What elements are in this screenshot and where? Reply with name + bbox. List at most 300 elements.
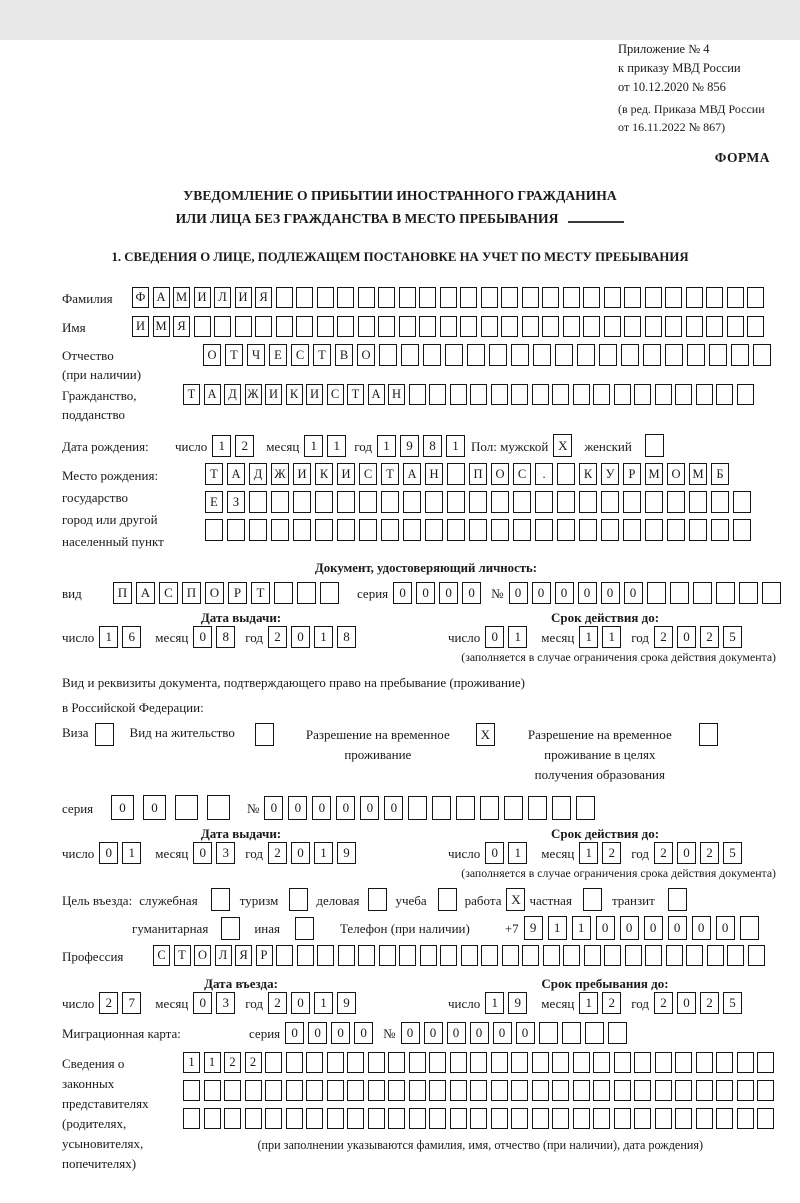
char-cell[interactable] (207, 795, 230, 820)
char-cell[interactable]: Р (623, 463, 641, 485)
char-cell[interactable] (696, 1080, 713, 1101)
char-cell[interactable] (447, 519, 465, 541)
char-cell[interactable] (532, 1052, 549, 1073)
char-cell[interactable] (593, 1108, 610, 1129)
char-cell[interactable] (634, 384, 651, 405)
char-cell[interactable]: 0 (677, 992, 696, 1014)
char-cell[interactable]: Л (215, 945, 232, 966)
char-cell[interactable] (675, 1052, 692, 1073)
char-cell[interactable] (460, 316, 477, 337)
char-cell[interactable] (614, 1108, 631, 1129)
char-cell[interactable] (643, 344, 661, 366)
char-cell[interactable] (317, 287, 334, 308)
char-cell[interactable] (194, 316, 211, 337)
char-cell[interactable]: 1 (579, 842, 598, 864)
char-cell[interactable] (593, 384, 610, 405)
char-cell[interactable]: 1 (204, 1052, 221, 1073)
char-cell[interactable]: 0 (555, 582, 574, 604)
char-cell[interactable] (274, 582, 293, 604)
char-cell[interactable] (450, 1080, 467, 1101)
char-cell[interactable] (727, 287, 744, 308)
char-cell[interactable] (706, 287, 723, 308)
char-cell[interactable] (542, 316, 559, 337)
char-cell[interactable] (665, 316, 682, 337)
char-cell[interactable]: П (182, 582, 201, 604)
char-cell[interactable] (403, 491, 421, 513)
char-cell[interactable]: Б (711, 463, 729, 485)
char-cell[interactable] (399, 316, 416, 337)
char-cell[interactable]: 1 (572, 916, 591, 940)
char-cell[interactable]: 1 (446, 435, 465, 457)
char-cell[interactable]: 0 (516, 1022, 535, 1044)
char-cell[interactable]: 0 (692, 916, 711, 940)
char-cell[interactable] (359, 519, 377, 541)
char-cell[interactable] (753, 344, 771, 366)
char-cell[interactable] (593, 1052, 610, 1073)
char-cell[interactable] (297, 582, 316, 604)
char-cell[interactable]: Я (255, 287, 272, 308)
char-cell[interactable] (655, 1108, 672, 1129)
char-cell[interactable] (425, 491, 443, 513)
char-cell[interactable] (557, 491, 575, 513)
char-cell[interactable] (368, 1080, 385, 1101)
char-cell[interactable]: Т (347, 384, 364, 405)
char-cell[interactable]: А (368, 384, 385, 405)
char-cell[interactable] (655, 384, 672, 405)
char-cell[interactable] (645, 491, 663, 513)
char-cell[interactable] (470, 1052, 487, 1073)
char-cell[interactable]: Е (205, 491, 223, 513)
char-cell[interactable] (573, 384, 590, 405)
char-cell[interactable]: 0 (677, 626, 696, 648)
char-cell[interactable] (399, 287, 416, 308)
char-cell[interactable] (399, 945, 416, 966)
char-cell[interactable] (388, 1080, 405, 1101)
char-cell[interactable] (227, 519, 245, 541)
char-cell[interactable] (614, 1052, 631, 1073)
char-cell[interactable]: 2 (700, 992, 719, 1014)
char-cell[interactable] (601, 491, 619, 513)
char-cell[interactable]: 1 (548, 916, 567, 940)
char-cell[interactable] (359, 491, 377, 513)
char-cell[interactable] (481, 945, 498, 966)
char-cell[interactable]: 2 (245, 1052, 262, 1073)
char-cell[interactable] (368, 1108, 385, 1129)
char-cell[interactable] (296, 316, 313, 337)
char-cell[interactable] (409, 1052, 426, 1073)
char-cell[interactable]: 2 (268, 992, 287, 1014)
char-cell[interactable] (480, 796, 499, 820)
char-cell[interactable] (716, 1108, 733, 1129)
char-cell[interactable]: У (601, 463, 619, 485)
char-cell[interactable]: С (159, 582, 178, 604)
char-cell[interactable] (667, 519, 685, 541)
char-cell[interactable]: 3 (216, 842, 235, 864)
char-cell[interactable]: 0 (644, 916, 663, 940)
char-cell[interactable]: О (194, 945, 211, 966)
char-cell[interactable] (470, 1080, 487, 1101)
char-cell[interactable] (737, 1080, 754, 1101)
char-cell[interactable] (327, 1080, 344, 1101)
char-cell[interactable] (429, 1052, 446, 1073)
char-cell[interactable] (601, 519, 619, 541)
char-cell[interactable] (276, 945, 293, 966)
char-cell[interactable]: 1 (212, 435, 231, 457)
char-cell[interactable]: П (113, 582, 132, 604)
char-cell[interactable] (450, 1108, 467, 1129)
char-cell[interactable] (623, 491, 641, 513)
char-cell[interactable]: 0 (485, 626, 504, 648)
char-cell[interactable] (511, 1108, 528, 1129)
char-cell[interactable] (689, 519, 707, 541)
char-cell[interactable]: 7 (122, 992, 141, 1014)
char-cell[interactable] (716, 1052, 733, 1073)
char-cell[interactable] (623, 519, 641, 541)
char-cell[interactable] (727, 316, 744, 337)
char-cell[interactable] (293, 491, 311, 513)
char-cell[interactable]: 2 (700, 626, 719, 648)
char-cell[interactable] (456, 796, 475, 820)
char-cell[interactable] (665, 287, 682, 308)
char-cell[interactable] (347, 1080, 364, 1101)
char-cell[interactable] (379, 945, 396, 966)
char-cell[interactable]: М (153, 316, 170, 337)
char-cell[interactable]: 1 (508, 842, 527, 864)
char-cell[interactable]: 0 (624, 582, 643, 604)
char-cell[interactable] (747, 316, 764, 337)
char-cell[interactable]: И (337, 463, 355, 485)
char-cell[interactable]: 2 (224, 1052, 241, 1073)
char-cell[interactable] (327, 1052, 344, 1073)
char-cell[interactable] (381, 519, 399, 541)
char-cell[interactable] (408, 796, 427, 820)
char-cell[interactable]: Т (174, 945, 191, 966)
char-cell[interactable]: К (286, 384, 303, 405)
char-cell[interactable] (579, 491, 597, 513)
char-cell[interactable] (584, 945, 601, 966)
purpose-work-checkbox[interactable]: X (506, 888, 525, 911)
char-cell[interactable] (378, 316, 395, 337)
char-cell[interactable] (378, 287, 395, 308)
char-cell[interactable]: В (335, 344, 353, 366)
char-cell[interactable] (297, 945, 314, 966)
char-cell[interactable] (522, 287, 539, 308)
char-cell[interactable] (731, 344, 749, 366)
char-cell[interactable]: 0 (668, 916, 687, 940)
char-cell[interactable] (739, 582, 758, 604)
char-cell[interactable]: И (306, 384, 323, 405)
char-cell[interactable] (429, 384, 446, 405)
char-cell[interactable]: 0 (716, 916, 735, 940)
char-cell[interactable]: О (491, 463, 509, 485)
char-cell[interactable] (748, 945, 765, 966)
char-cell[interactable]: 9 (508, 992, 527, 1014)
char-cell[interactable] (583, 316, 600, 337)
char-cell[interactable]: Е (269, 344, 287, 366)
char-cell[interactable]: 8 (337, 626, 356, 648)
char-cell[interactable] (645, 945, 662, 966)
char-cell[interactable] (286, 1052, 303, 1073)
char-cell[interactable] (552, 796, 571, 820)
char-cell[interactable] (204, 1108, 221, 1129)
purpose-humanitarian-checkbox[interactable] (221, 917, 240, 940)
char-cell[interactable]: Н (425, 463, 443, 485)
char-cell[interactable] (403, 519, 421, 541)
char-cell[interactable]: И (293, 463, 311, 485)
char-cell[interactable]: 0 (401, 1022, 420, 1044)
char-cell[interactable] (401, 344, 419, 366)
char-cell[interactable]: П (469, 463, 487, 485)
char-cell[interactable]: 2 (654, 992, 673, 1014)
char-cell[interactable]: 1 (304, 435, 323, 457)
char-cell[interactable]: И (265, 384, 282, 405)
char-cell[interactable] (347, 1108, 364, 1129)
char-cell[interactable] (522, 316, 539, 337)
char-cell[interactable] (563, 316, 580, 337)
char-cell[interactable] (293, 519, 311, 541)
char-cell[interactable] (543, 945, 560, 966)
char-cell[interactable] (647, 582, 666, 604)
char-cell[interactable] (183, 1080, 200, 1101)
char-cell[interactable] (645, 287, 662, 308)
char-cell[interactable]: Р (256, 945, 273, 966)
char-cell[interactable] (388, 1108, 405, 1129)
char-cell[interactable] (711, 491, 729, 513)
char-cell[interactable]: 0 (291, 626, 310, 648)
char-cell[interactable] (481, 287, 498, 308)
char-cell[interactable] (419, 287, 436, 308)
char-cell[interactable] (511, 344, 529, 366)
char-cell[interactable] (757, 1052, 774, 1073)
char-cell[interactable]: . (535, 463, 553, 485)
char-cell[interactable]: Ж (271, 463, 289, 485)
char-cell[interactable]: 9 (524, 916, 543, 940)
char-cell[interactable] (224, 1108, 241, 1129)
char-cell[interactable] (689, 491, 707, 513)
char-cell[interactable]: А (227, 463, 245, 485)
char-cell[interactable] (757, 1080, 774, 1101)
char-cell[interactable] (276, 316, 293, 337)
char-cell[interactable] (655, 1080, 672, 1101)
char-cell[interactable] (716, 384, 733, 405)
char-cell[interactable]: 8 (216, 626, 235, 648)
char-cell[interactable]: 0 (264, 796, 283, 820)
char-cell[interactable]: 1 (314, 842, 333, 864)
char-cell[interactable] (675, 1108, 692, 1129)
char-cell[interactable] (696, 384, 713, 405)
char-cell[interactable] (358, 945, 375, 966)
char-cell[interactable]: 1 (508, 626, 527, 648)
char-cell[interactable] (249, 491, 267, 513)
char-cell[interactable] (645, 519, 663, 541)
temp-residence-education-checkbox[interactable] (699, 723, 718, 746)
char-cell[interactable] (460, 287, 477, 308)
purpose-study-checkbox[interactable] (438, 888, 457, 911)
char-cell[interactable] (306, 1108, 323, 1129)
char-cell[interactable]: 0 (288, 796, 307, 820)
char-cell[interactable] (337, 316, 354, 337)
char-cell[interactable]: 1 (314, 992, 333, 1014)
char-cell[interactable]: С (291, 344, 309, 366)
char-cell[interactable]: А (136, 582, 155, 604)
char-cell[interactable]: 1 (99, 626, 118, 648)
char-cell[interactable]: З (227, 491, 245, 513)
char-cell[interactable]: 0 (111, 795, 134, 820)
char-cell[interactable] (461, 945, 478, 966)
char-cell[interactable] (491, 1108, 508, 1129)
char-cell[interactable] (255, 316, 272, 337)
char-cell[interactable] (265, 1108, 282, 1129)
char-cell[interactable]: А (204, 384, 221, 405)
char-cell[interactable] (423, 344, 441, 366)
char-cell[interactable]: О (205, 582, 224, 604)
char-cell[interactable]: И (235, 287, 252, 308)
char-cell[interactable] (614, 384, 631, 405)
char-cell[interactable] (563, 287, 580, 308)
char-cell[interactable]: А (403, 463, 421, 485)
char-cell[interactable] (276, 287, 293, 308)
char-cell[interactable] (762, 582, 781, 604)
char-cell[interactable]: А (153, 287, 170, 308)
char-cell[interactable] (214, 316, 231, 337)
char-cell[interactable] (716, 1080, 733, 1101)
char-cell[interactable] (707, 945, 724, 966)
char-cell[interactable]: 0 (416, 582, 435, 604)
char-cell[interactable]: Н (388, 384, 405, 405)
char-cell[interactable]: 2 (268, 842, 287, 864)
char-cell[interactable] (614, 1080, 631, 1101)
char-cell[interactable]: О (357, 344, 375, 366)
char-cell[interactable]: 0 (99, 842, 118, 864)
char-cell[interactable] (481, 316, 498, 337)
char-cell[interactable]: Т (251, 582, 270, 604)
char-cell[interactable] (557, 519, 575, 541)
char-cell[interactable]: К (315, 463, 333, 485)
char-cell[interactable] (686, 316, 703, 337)
char-cell[interactable]: 0 (462, 582, 481, 604)
char-cell[interactable]: 0 (193, 992, 212, 1014)
char-cell[interactable] (501, 287, 518, 308)
char-cell[interactable] (432, 796, 451, 820)
char-cell[interactable] (583, 287, 600, 308)
char-cell[interactable] (634, 1052, 651, 1073)
char-cell[interactable] (511, 384, 528, 405)
char-cell[interactable] (535, 519, 553, 541)
char-cell[interactable] (733, 491, 751, 513)
char-cell[interactable] (409, 1108, 426, 1129)
char-cell[interactable] (379, 344, 397, 366)
char-cell[interactable] (604, 287, 621, 308)
char-cell[interactable]: 2 (99, 992, 118, 1014)
char-cell[interactable]: О (667, 463, 685, 485)
char-cell[interactable] (317, 316, 334, 337)
char-cell[interactable] (249, 519, 267, 541)
char-cell[interactable] (737, 1052, 754, 1073)
char-cell[interactable] (409, 384, 426, 405)
char-cell[interactable] (737, 384, 754, 405)
char-cell[interactable]: 0 (532, 582, 551, 604)
char-cell[interactable] (686, 287, 703, 308)
char-cell[interactable] (271, 491, 289, 513)
char-cell[interactable] (381, 491, 399, 513)
char-cell[interactable]: 0 (677, 842, 696, 864)
char-cell[interactable] (513, 491, 531, 513)
char-cell[interactable]: К (579, 463, 597, 485)
char-cell[interactable] (533, 344, 551, 366)
char-cell[interactable] (634, 1108, 651, 1129)
char-cell[interactable]: 2 (654, 842, 673, 864)
char-cell[interactable]: 1 (122, 842, 141, 864)
char-cell[interactable] (522, 945, 539, 966)
char-cell[interactable]: Д (224, 384, 241, 405)
char-cell[interactable] (338, 945, 355, 966)
char-cell[interactable] (265, 1080, 282, 1101)
char-cell[interactable] (315, 491, 333, 513)
char-cell[interactable] (337, 287, 354, 308)
char-cell[interactable]: Ч (247, 344, 265, 366)
char-cell[interactable] (579, 519, 597, 541)
char-cell[interactable] (645, 316, 662, 337)
char-cell[interactable] (539, 1022, 558, 1044)
char-cell[interactable] (634, 1080, 651, 1101)
char-cell[interactable]: Т (183, 384, 200, 405)
char-cell[interactable] (552, 384, 569, 405)
char-cell[interactable]: 1 (579, 626, 598, 648)
char-cell[interactable] (224, 1080, 241, 1101)
char-cell[interactable] (740, 916, 759, 940)
char-cell[interactable] (358, 287, 375, 308)
char-cell[interactable] (409, 1080, 426, 1101)
char-cell[interactable]: 2 (602, 842, 621, 864)
char-cell[interactable] (532, 384, 549, 405)
char-cell[interactable]: 0 (470, 1022, 489, 1044)
char-cell[interactable] (296, 287, 313, 308)
char-cell[interactable]: 1 (602, 626, 621, 648)
char-cell[interactable]: Л (214, 287, 231, 308)
char-cell[interactable] (286, 1108, 303, 1129)
char-cell[interactable] (450, 384, 467, 405)
char-cell[interactable] (666, 945, 683, 966)
char-cell[interactable]: 0 (439, 582, 458, 604)
char-cell[interactable] (513, 519, 531, 541)
char-cell[interactable] (491, 1052, 508, 1073)
char-cell[interactable] (675, 1080, 692, 1101)
char-cell[interactable]: 3 (216, 992, 235, 1014)
char-cell[interactable]: 1 (579, 992, 598, 1014)
purpose-other-checkbox[interactable] (295, 917, 314, 940)
char-cell[interactable]: 0 (312, 796, 331, 820)
char-cell[interactable] (687, 344, 705, 366)
char-cell[interactable]: 1 (183, 1052, 200, 1073)
char-cell[interactable] (245, 1080, 262, 1101)
char-cell[interactable]: Я (235, 945, 252, 966)
char-cell[interactable] (502, 945, 519, 966)
char-cell[interactable] (511, 1052, 528, 1073)
char-cell[interactable] (491, 384, 508, 405)
char-cell[interactable]: 8 (423, 435, 442, 457)
char-cell[interactable]: С (327, 384, 344, 405)
char-cell[interactable] (655, 1052, 672, 1073)
char-cell[interactable] (265, 1052, 282, 1073)
char-cell[interactable]: Т (205, 463, 223, 485)
char-cell[interactable]: Я (173, 316, 190, 337)
char-cell[interactable] (733, 519, 751, 541)
char-cell[interactable]: Т (381, 463, 399, 485)
char-cell[interactable] (624, 316, 641, 337)
char-cell[interactable] (563, 945, 580, 966)
char-cell[interactable]: 2 (654, 626, 673, 648)
char-cell[interactable]: 1 (327, 435, 346, 457)
